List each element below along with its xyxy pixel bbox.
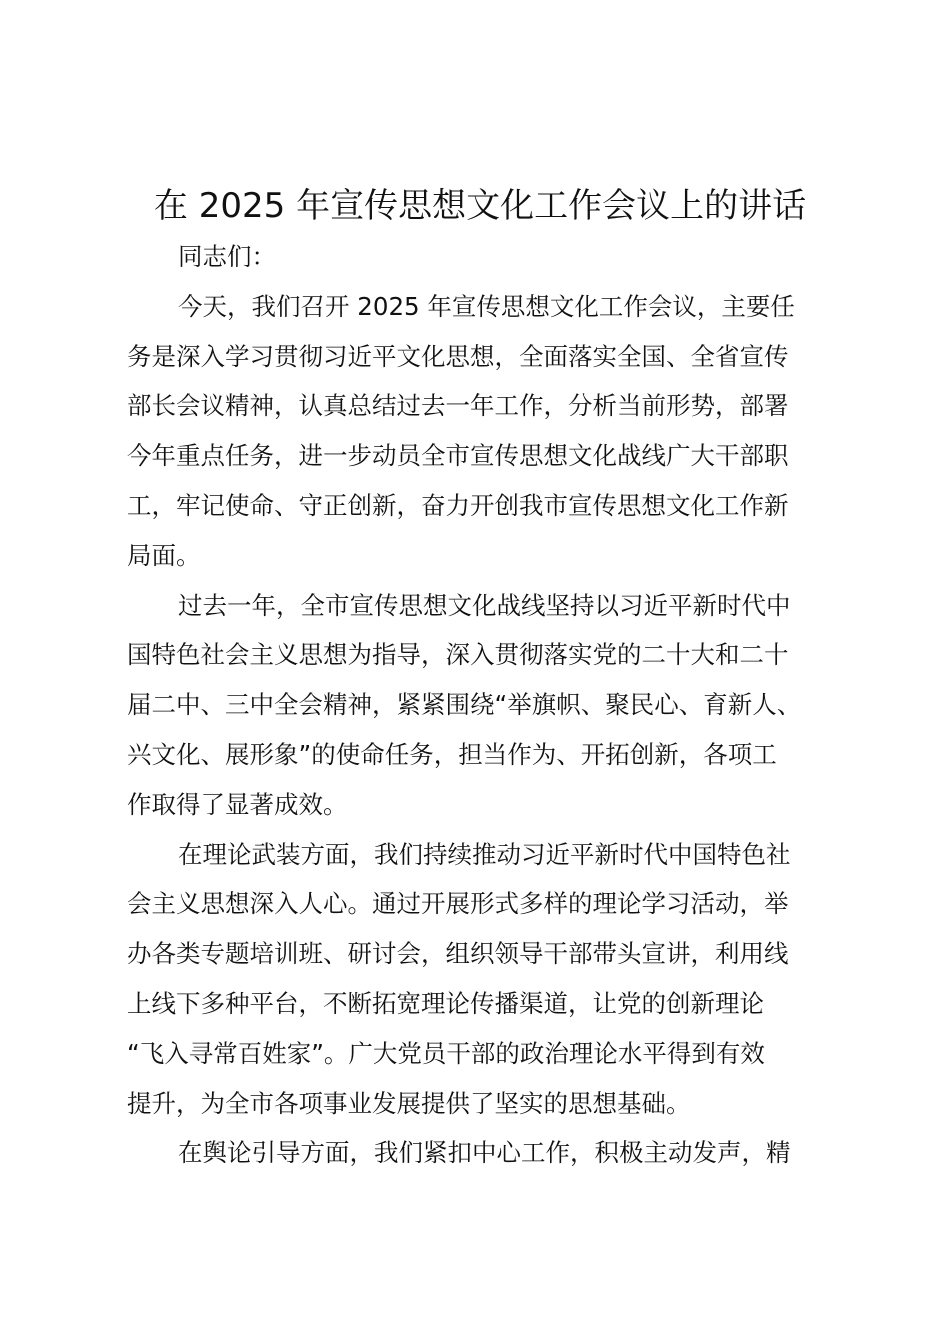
text-line: 在理论武装方面，我们持续推动习近平新时代中国特色社 — [178, 839, 791, 869]
text-line: 国特色社会主义思想为指导，深入贯彻落实党的二十大和二十 — [127, 640, 789, 670]
text-line: 届二中、三中全会精神，紧紧围绕“举旗帜、聚民心、育新人、 — [127, 690, 802, 720]
text-line: 兴文化、展形象”的使命任务，担当作为、开拓创新，各项工 — [127, 739, 777, 769]
text-line: 今年重点任务，进一步动员全市宣传思想文化战线广大干部职 — [127, 441, 789, 471]
text-line: 上线下多种平台，不断拓宽理论传播渠道，让党的创新理论 — [127, 988, 764, 1018]
text-line: 同志们： — [178, 242, 276, 271]
text-line: 在舆论引导方面，我们紧扣中心工作，积极主动发声，精 — [178, 1138, 791, 1168]
text-line: 会主义思想深入人心。通过开展形式多样的理论学习活动，举 — [127, 889, 789, 919]
text-line: 办各类专题培训班、研讨会，组织领导干部带头宣讲，利用线 — [127, 939, 789, 969]
text-line: 工，牢记使命、守正创新，奋力开创我市宣传思想文化工作新 — [127, 490, 789, 520]
text-line: 提升，为全市各项事业发展提供了坚实的思想基础。 — [127, 1088, 691, 1118]
text-line: 务是深入学习贯彻习近平文化思想，全面落实全国、全省宣传 — [127, 341, 789, 371]
document-body — [127, 232, 842, 1178]
text-line: 作取得了显著成效。 — [127, 789, 348, 819]
text-line: “飞入寻常百姓家”。广大党员干部的政治理论水平得到有效 — [127, 1038, 765, 1068]
document-title: 在 2025 年宣传思想文化工作会议上的讲话 — [153, 186, 807, 226]
text-line: 今天，我们召开 2025 年宣传思想文化工作会议，主要任 — [178, 291, 795, 321]
text-line: 过去一年，全市宣传思想文化战线坚持以习近平新时代中 — [178, 590, 791, 620]
text-line: 部长会议精神，认真总结过去一年工作，分析当前形势，部署 — [127, 391, 789, 421]
text-line: 局面。 — [127, 540, 201, 570]
